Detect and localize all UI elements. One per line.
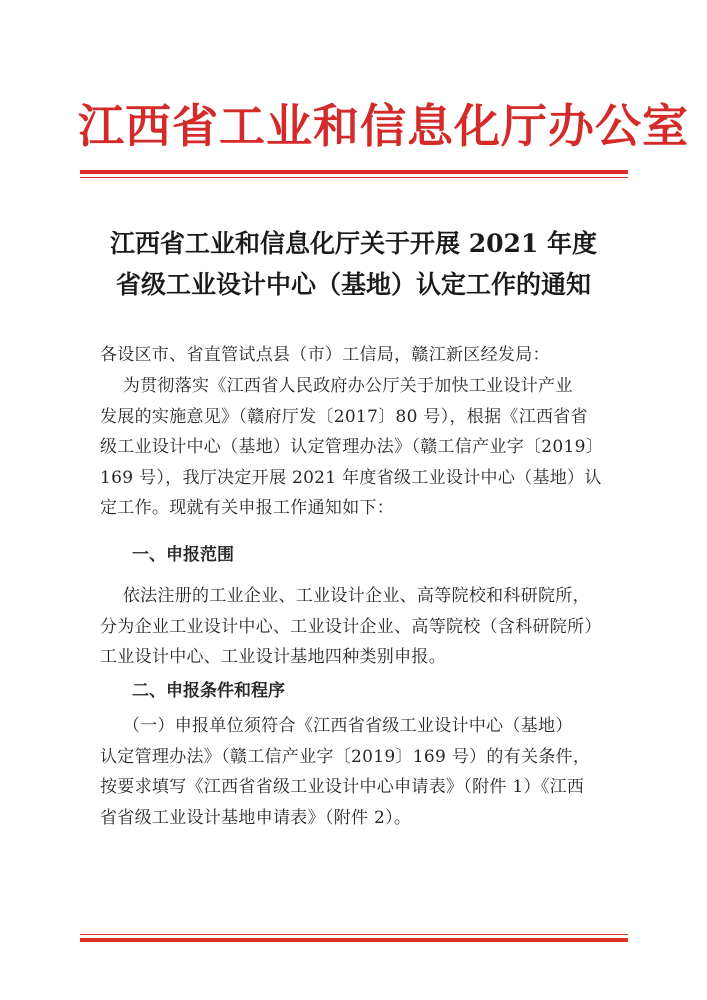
section1-line: 分为企业工业设计中心、工业设计企业、高等院校（含科研院所）	[100, 616, 602, 637]
section2-line: 省省级工业设计基地申请表》（附件 2）。	[100, 807, 412, 828]
section1-line: 工业设计中心、工业设计基地四种类别申报。	[100, 647, 446, 667]
footer-rule-thick	[80, 938, 628, 942]
intro-paragraph	[100, 371, 630, 524]
salutation	[100, 340, 630, 371]
salutation-text: 各设区市、省直管试点县（市）工信局，赣江新区经发局：	[100, 345, 550, 365]
intro-line: 169 号），我厅决定开展 2021 年度省级工业设计中心（基地）认	[100, 467, 602, 488]
section2-heading: 二、申报条件和程序	[132, 681, 285, 701]
intro-line: 定工作。现就有关申报工作通知如下：	[100, 498, 395, 518]
intro-line: 发展的实施意见》（赣府厅发〔2017〕80 号），根据《江西省省	[100, 406, 588, 427]
document-title-line2: 省级工业设计中心（基地）认定工作的通知	[115, 270, 591, 299]
section2-line: 按要求填写《江西省省级工业设计中心申请表》（附件 1）《江西	[100, 777, 585, 797]
section1-heading: 一、申报范围	[132, 545, 234, 565]
intro-line: 为贯彻落实《江西省人民政府办公厅关于加快工业设计产业	[100, 376, 573, 396]
section1-line: 依法注册的工业企业、工业设计企业、高等院校和科研院所，	[100, 586, 590, 606]
section1-paragraph	[100, 581, 630, 673]
intro-line: 级工业设计中心（基地）认定管理办法》（赣工信产业字〔2019〕	[100, 437, 604, 457]
masthead-rule-thin	[80, 177, 628, 178]
section2-line: （一）申报单位须符合《江西省省级工业设计中心（基地）	[100, 716, 573, 736]
section2-paragraph	[100, 711, 630, 833]
section2-line: 认定管理办法》（赣工信产业字〔2019〕169 号）的有关条件，	[100, 746, 591, 767]
document-title-line1: 江西省工业和信息化厅关于开展 2021 年度	[110, 229, 597, 258]
masthead-rule-thick	[80, 170, 628, 174]
footer-rule-thin	[80, 934, 628, 935]
masthead-org-name: 江西省工业和信息化厅办公室	[78, 99, 689, 153]
